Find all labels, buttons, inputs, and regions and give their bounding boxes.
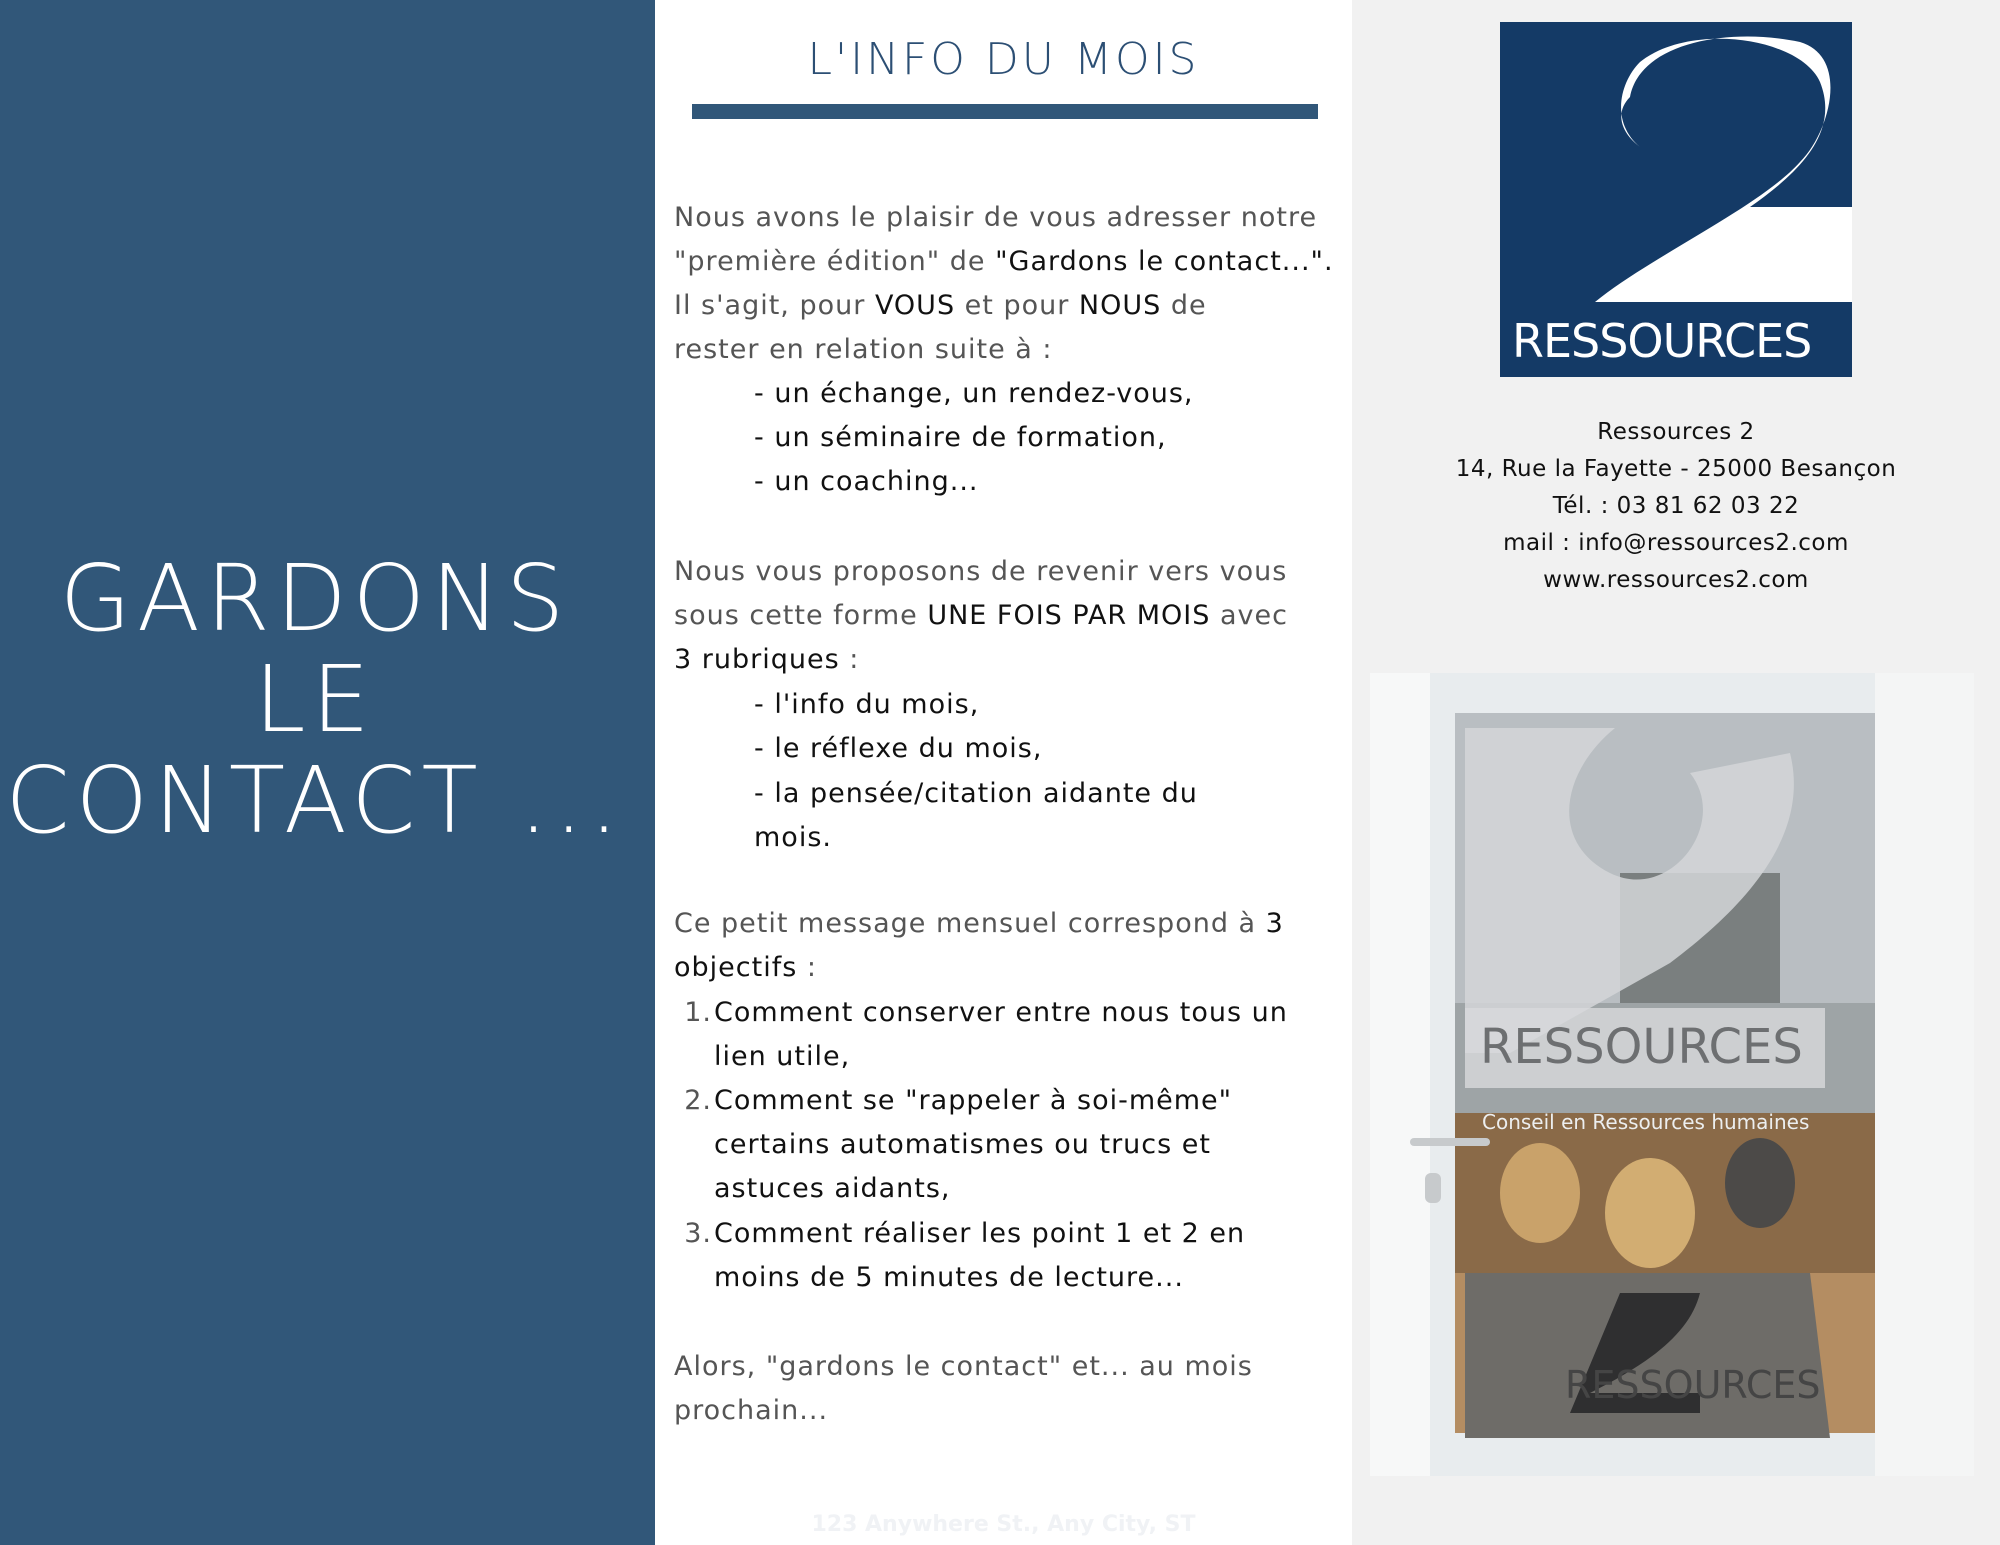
cover-title-line: LE [254,646,376,753]
text-span: Il s'agit, pour [674,290,875,321]
section-title: L'INFO DU MOIS [807,34,1200,85]
list-item: - un échange, un rendez-vous, [754,378,1194,409]
mat-wordmark: RESSOURCES [1565,1363,1821,1407]
text-span: et pour [955,290,1079,321]
footer-address: 123 Anywhere St., Any City, ST [811,1512,1196,1537]
cover-title-line: CONTACT ... [5,747,625,854]
list-item: - un coaching... [754,466,979,497]
company-website: www.ressources2.com [1543,567,1809,593]
objective-number: 2. [684,1085,712,1116]
closing-paragraph [674,1345,1344,1433]
company-email: mail : info@ressources2.com [1503,530,1849,556]
info-column [655,0,1352,1545]
text-line: prochain... [674,1395,829,1426]
text-line [674,240,1344,284]
text-line: rester en relation suite à : [674,334,1053,365]
text-line: Alors, "gardons le contact" et... au mois [674,1351,1253,1382]
text-line: moins de 5 minutes de lecture... [714,1262,1184,1293]
text-line: Comment conserver entre nous tous un [714,997,1288,1028]
objectives-paragraph [674,902,1344,990]
text-line [674,594,1344,638]
text-line: certains automatismes ou trucs et [714,1129,1211,1160]
door-tagline: Conseil en Ressources humaines [1482,1110,1810,1134]
emphasis-rubriques: 3 rubriques [674,644,840,675]
company-logo [1500,22,1852,377]
text-span: sous cette forme [674,600,928,631]
list-item: - la pensée/citation aidante du [754,778,1198,809]
company-address: 14, Rue la Fayette - 25000 Besançon [1455,456,1897,482]
list-item: - l'info du mois, [754,689,980,720]
objective-item [674,1079,1344,1211]
company-column [1352,0,2000,1545]
objective-number: 3. [684,1218,712,1249]
company-phone: Tél. : 03 81 62 03 22 [1552,493,1800,519]
emphasis-nous: NOUS [1078,290,1162,321]
objective-item [674,1212,1344,1300]
ressources2-logo-icon [1500,22,1852,377]
cover-title [0,545,630,854]
objective-number: 1. [684,997,712,1028]
text-span: avec [1210,600,1288,631]
text-line [674,946,1344,990]
text-line [674,284,1344,328]
text-line [674,638,1344,682]
logo-wordmark: RESSOURCES [1512,314,1812,368]
text-span: "première édition" de [674,246,996,277]
text-line: Nous avons le plaisir de vous adresser notre [674,202,1318,233]
door-photo-image [1370,673,1974,1476]
emphasis-vous: VOUS [874,290,956,321]
list-item: - le réflexe du mois, [754,733,1043,764]
text-line: Comment réaliser les point 1 et 2 en [714,1218,1246,1249]
emphasis-frequency: UNE FOIS PAR MOIS [927,600,1211,631]
emphasis-number: 3 [1265,908,1284,939]
office-door-photo [1370,673,1974,1476]
text-line [674,902,1344,946]
cover-title-line: GARDONS [59,545,571,652]
text-span: de [1161,290,1207,321]
list-item: - un séminaire de formation, [754,422,1167,453]
door-wordmark: RESSOURCES [1480,1019,1803,1075]
text-line: astuces aidants, [714,1173,951,1204]
text-line: Nous vous proposons de revenir vers vous [674,556,1288,587]
text-span: : [839,644,860,675]
title-divider [692,104,1318,119]
cover-panel [0,0,655,1545]
emphasis-objectifs: objectifs [674,952,798,983]
company-name: Ressources 2 [1597,419,1755,445]
frequency-paragraph [674,550,1344,682]
text-line: Comment se "rappeler à soi-même" [714,1085,1233,1116]
intro-paragraph [674,196,1344,372]
contact-info [1352,414,2000,599]
text-span: Ce petit message mensuel correspond à [674,908,1266,939]
text-line: lien utile, [714,1041,851,1072]
list-item-continuation: mois. [754,822,832,853]
objective-item [674,991,1344,1079]
newsletter-name: "Gardons le contact...". [995,246,1334,277]
text-span: : [797,952,817,983]
